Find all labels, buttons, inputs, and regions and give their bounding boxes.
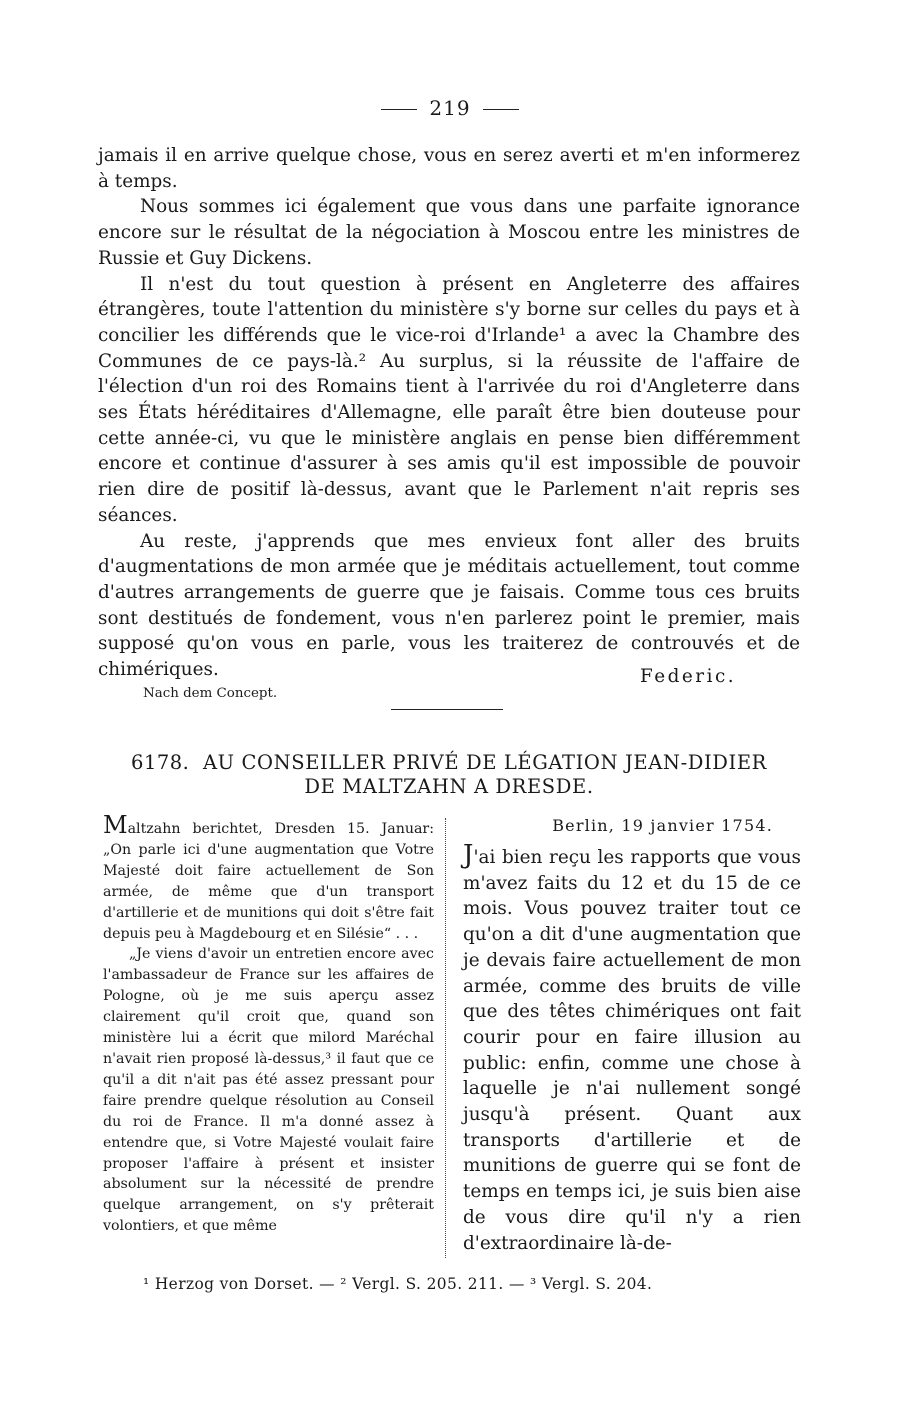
paragraph-moscou: Nous sommes ici également que vous dans une parfaite ignorance encore sur le résultat de la négociation à Moscou entre les ministres de Russie et Guy Dickens. [98, 196, 800, 269]
column-divider [445, 818, 446, 1258]
report-summary-column [103, 811, 434, 1237]
heading-line-1 [98, 751, 800, 775]
page-number-dash-left [381, 109, 417, 110]
main-text [98, 143, 800, 683]
letter-body-text: 'ai bien reçu les rapports que vous m'avez faits du 12 et du 15 de ce mois. Vous pouvez traiter tout ce qu'on a dit d'une augmentation que je devais faire actuellement de mon armée, comme des bruits de ville que des têtes chimériques ont fait courir pour en faire illusion au public: enfin, comme une chose à laquelle je n'ai nullement songé jusqu'à présent. Quant aux transports d'artillerie et de munitions de guerre qui se font de temps en temps ici, je suis bien aise de vous dire qu'il n'y a rien d'extraordinaire là-de- [463, 847, 801, 1254]
page-number [0, 96, 900, 120]
report-paragraph-1-text: altzahn berichtet, Dresden 15. Januar: „On parle ici d'une augmentation que Votre Majesté doit faire actuellement de Son armée, de même que d'un transport d'artillerie et de munitions qui doit s'être fait depuis peu à Magdebourg et en Silésie“ . . . [103, 821, 434, 942]
letter-number: 6178. [131, 751, 190, 774]
paragraph-au-reste: Au reste, j'apprends que mes envieux font aller des bruits d'augmentations de mon armée que je méditais actuellement, tout comme d'autres arrangements de guerre que je faisais. Comme tous ces bruits sont destitués de fondement, vous n'en parlerez point le premier, mais supposé qu'on vous en parle, vous les traiterez de controuvés et de chimériques. [98, 530, 800, 681]
source-note: Nach dem Concept. [143, 686, 278, 701]
heading-title-2: DE MALTZAHN A DRESDE. [304, 775, 594, 798]
page-number-dash-right [483, 109, 519, 110]
signature: Federic. [640, 666, 737, 687]
report-paragraph-2: „Je viens d'avoir un entretien encore avec l'ambassadeur de France sur les affaires de Pologne, où je me suis aperçu assez clairement qu'il croit que, quand son ministère lui a écrit que milord Maréchal n'avait rien proposé là-dessus,³ il faut que ce qu'il a dit n'ait pas été assez pressant pour faire prendre quelque résolution au Conseil du roi de France. Il m'a donné assez à entendre que, si Votre Majesté voulait faire proposer l'affaire à présent et insister absolument sur la nécessité de prendre quelque arrangement, on s'y prêterait volontiers, et que même [103, 946, 434, 1235]
drop-initial-m: M [103, 811, 128, 839]
footnotes: ¹ Herzog von Dorset. — ² Vergl. S. 205. 211. — ³ Vergl. S. 204. [143, 1275, 653, 1293]
separator-rule [391, 709, 503, 710]
report-paragraph-1 [103, 811, 434, 944]
dateline: Berlin, 19 janvier 1754. [552, 816, 773, 835]
paragraph-angleterre: Il n'est du tout question à présent en Angleterre des affaires étrangères, toute l'attention du ministère s'y borne sur celles du pays et à concilier les différends que le vice-roi d'Irlande¹ a avec la Chambre des Communes de ce pays-là.² Au surplus, si la réussite de l'affaire de l'élection d'un roi des Romains tient à l'arrivée du roi d'Angleterre dans ses États héréditaires d'Allemagne, elle paraît être bien douteuse pour cette année-ci, vu que le ministère anglais en pense bien différemment encore et continue d'assurer à ses amis qu'il est impossible de pouvoir rien dire de positif là-dessus, avant que le Parlement n'ait repris ses séances. [98, 273, 800, 526]
letter-column [463, 815, 801, 1256]
letter-body [463, 840, 801, 1256]
letter-heading [98, 751, 800, 799]
drop-initial-j: J [463, 840, 474, 870]
paragraph-continuation: jamais il en arrive quelque chose, vous en serez averti et m'en informerez à temps. [98, 145, 800, 192]
heading-title-1: AU CONSEILLER PRIVÉ DE LÉGATION JEAN-DIDIER [202, 751, 767, 774]
page-number-text: 219 [429, 96, 471, 120]
